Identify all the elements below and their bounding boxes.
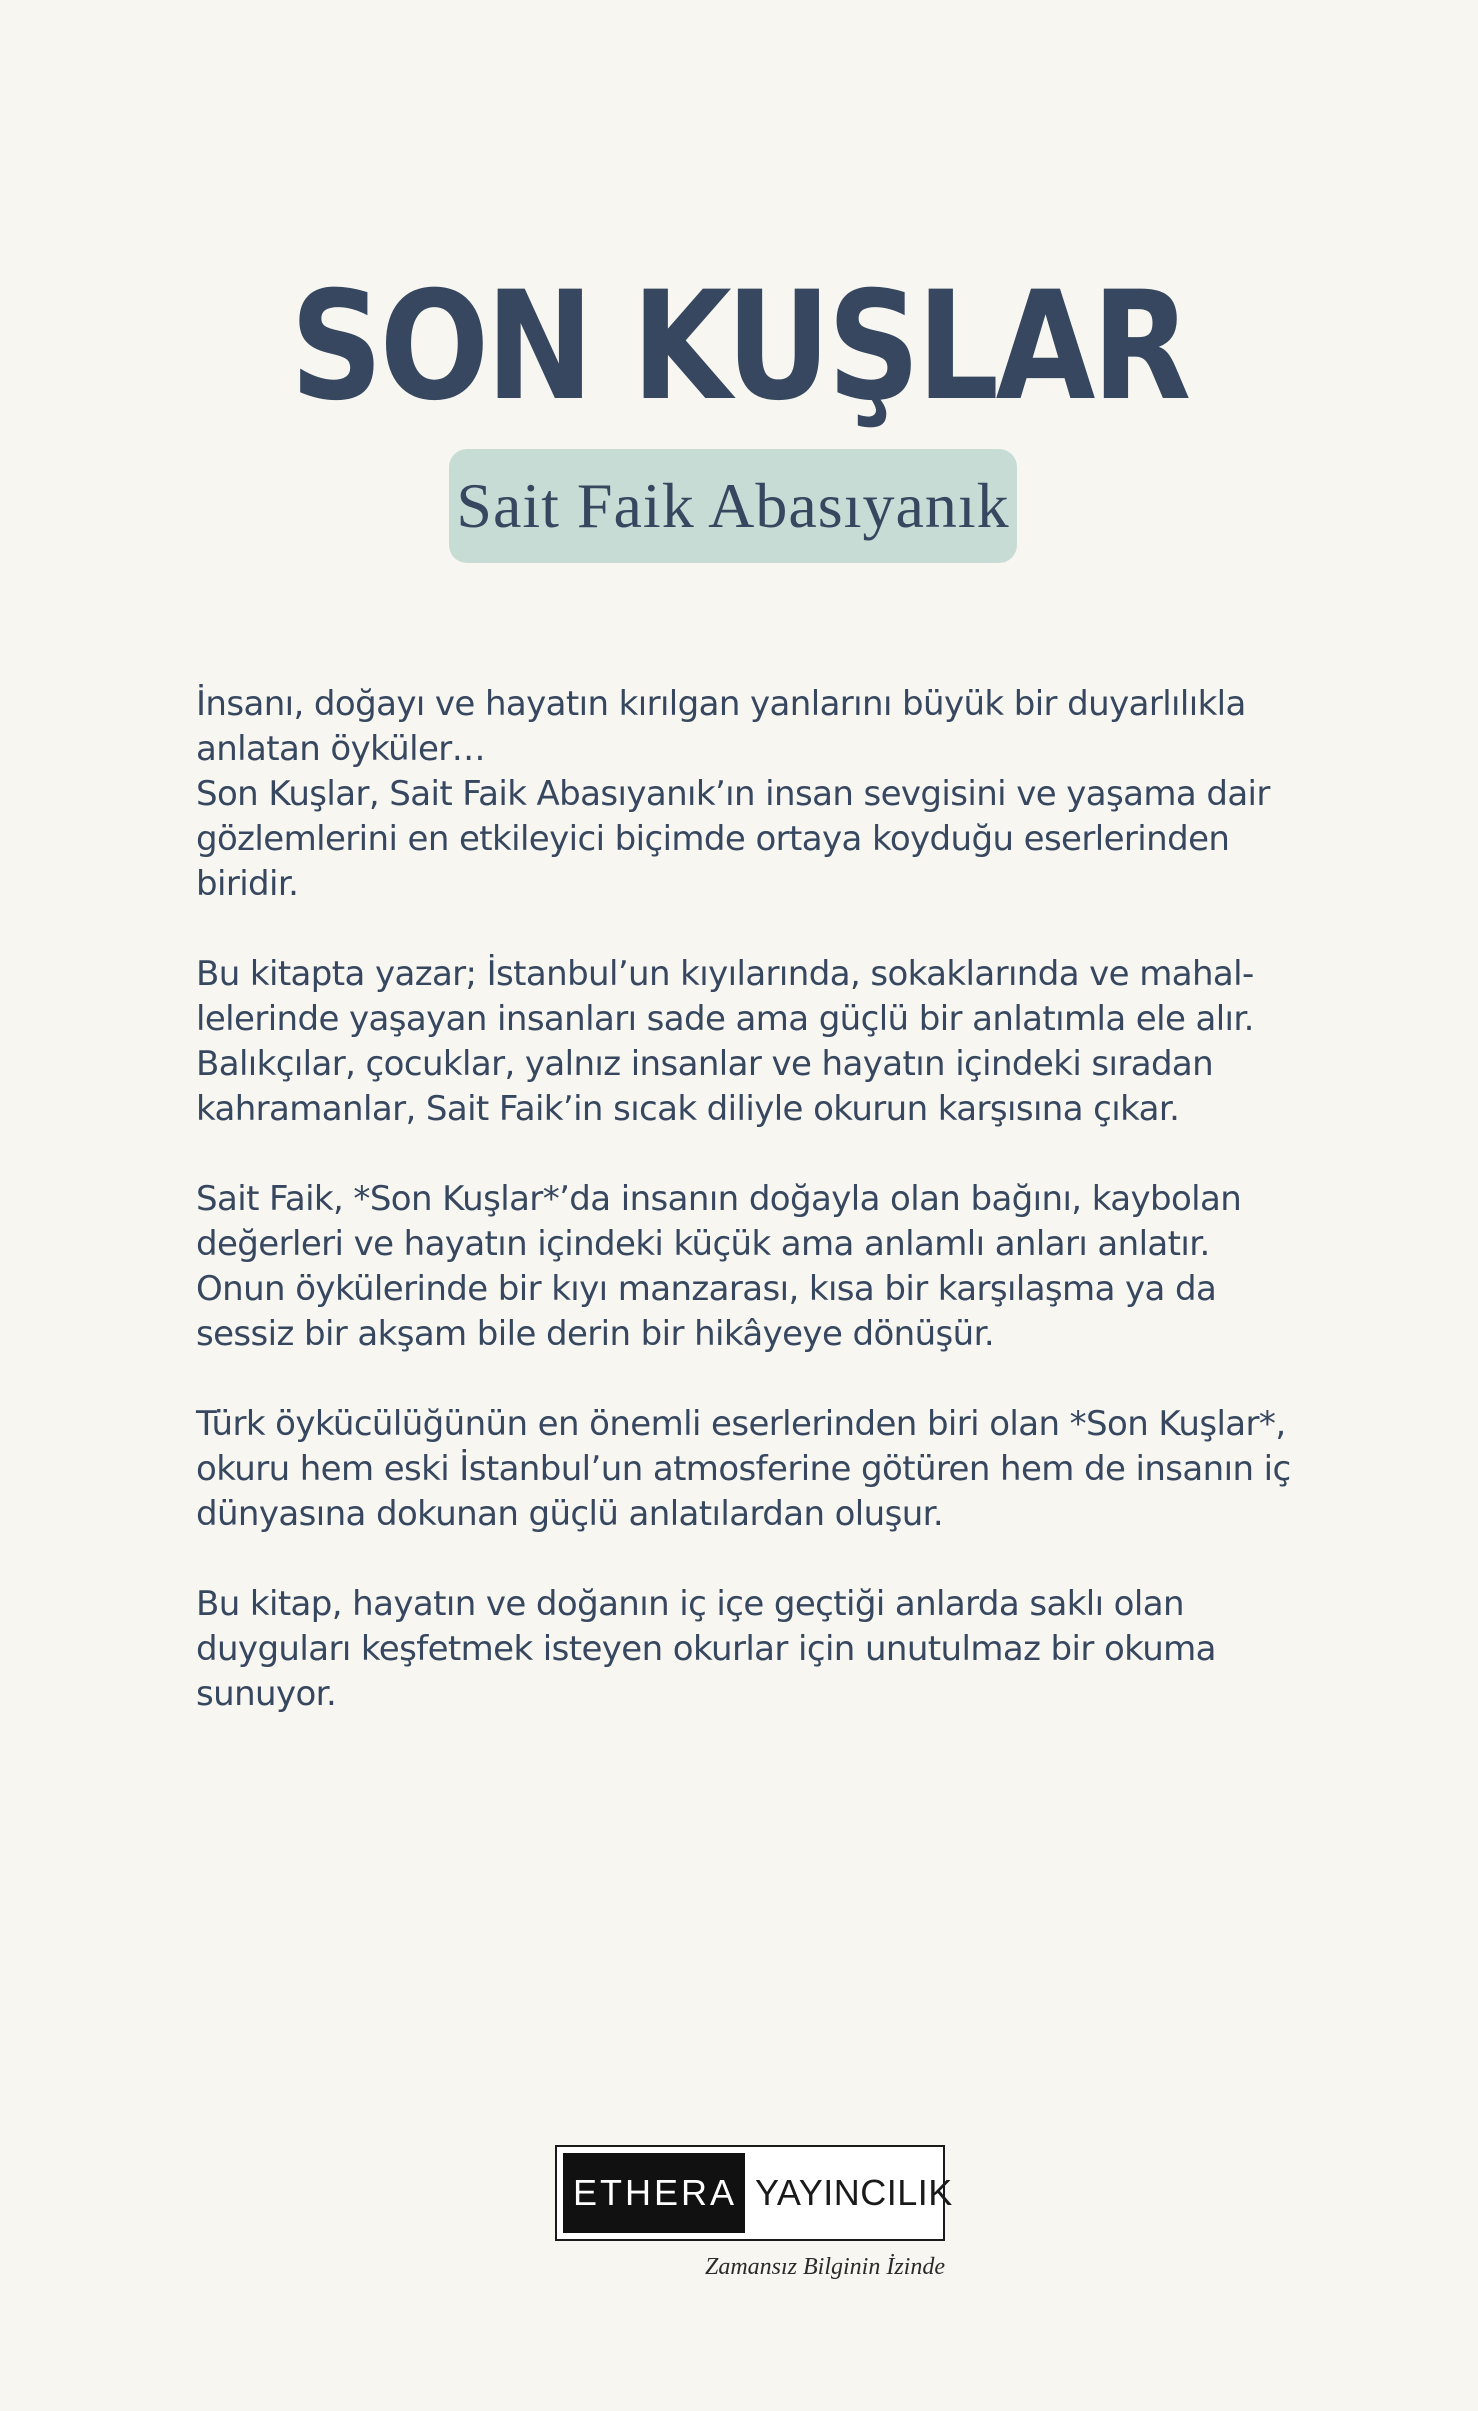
blurb-line: kahramanlar, Sait Faik’in sıcak diliyle okurun karşısına çıkar. xyxy=(196,1089,1180,1129)
publisher-tagline: Zamansız Bilginin İzinde xyxy=(704,2254,945,2280)
blurb-line: Son Kuşlar, Sait Faik Abasıyanık’ın insan sevgisini ve yaşama dair xyxy=(196,774,1270,814)
blurb-line: Balıkçılar, çocuklar, yalnız insanlar ve hayatın içindeki sıradan xyxy=(196,1044,1214,1084)
blurb-line: okuru hem eski İstanbul’un atmosferine götüren hem de insanın iç xyxy=(196,1449,1291,1489)
blurb xyxy=(196,682,1291,1762)
blurb-line: biridir. xyxy=(196,864,299,904)
blurb-line: Türk öykücülüğünün en önemli eserlerinden biri olan *Son Kuşlar*, xyxy=(196,1404,1286,1444)
book-title: SON KUŞLAR xyxy=(290,260,1188,434)
blurb-line: dünyasına dokunan güçlü anlatılardan oluşur. xyxy=(196,1494,944,1534)
blurb-line: Sait Faik, *Son Kuşlar*’da insanın doğayla olan bağını, kaybolan xyxy=(196,1179,1242,1219)
blurb-line: değerleri ve hayatın içindeki küçük ama anlamlı anları anlatır. xyxy=(196,1224,1210,1264)
blurb-line: anlatan öyküler… xyxy=(196,729,486,769)
publisher-name-right: YAYINCILIK xyxy=(755,2172,953,2213)
blurb-line: sessiz bir akşam bile derin bir hikâyeye dönüşür. xyxy=(196,1314,995,1354)
blurb-paragraph-5 xyxy=(196,1582,1286,1717)
blurb-line: Bu kitap, hayatın ve doğanın iç içe geçtiği anlarda saklı olan xyxy=(196,1584,1184,1624)
blurb-line: Bu kitapta yazar; İstanbul’un kıyılarında, sokaklarında ve mahal- xyxy=(196,954,1254,994)
blurb-paragraph-3 xyxy=(196,1177,1286,1357)
blurb-line: İnsanı, doğayı ve hayatın kırılgan yanlarını büyük bir duyarlılıkla xyxy=(196,684,1246,724)
author-banner xyxy=(449,449,1017,563)
publisher-name-left: ETHERA xyxy=(563,2153,745,2233)
blurb-line: lelerinde yaşayan insanları sade ama güçlü bir anlatımla ele alır. xyxy=(196,999,1254,1039)
blurb-line: gözlemlerini en etkileyici biçimde ortaya koyduğu eserlerinden xyxy=(196,819,1230,859)
blurb-paragraph-4 xyxy=(196,1402,1291,1537)
blurb-paragraph-1 xyxy=(196,682,1286,907)
publisher-logo xyxy=(555,2145,953,2241)
author-name: Sait Faik Abasıyanık xyxy=(456,470,1010,541)
blurb-line: Onun öykülerinde bir kıyı manzarası, kısa bir karşılaşma ya da xyxy=(196,1269,1217,1309)
blurb-line: duyguları keşfetmek isteyen okurlar için unutulmaz bir okuma xyxy=(196,1629,1216,1669)
blurb-line: sunuyor. xyxy=(196,1674,337,1714)
blurb-paragraph-2 xyxy=(196,952,1286,1132)
